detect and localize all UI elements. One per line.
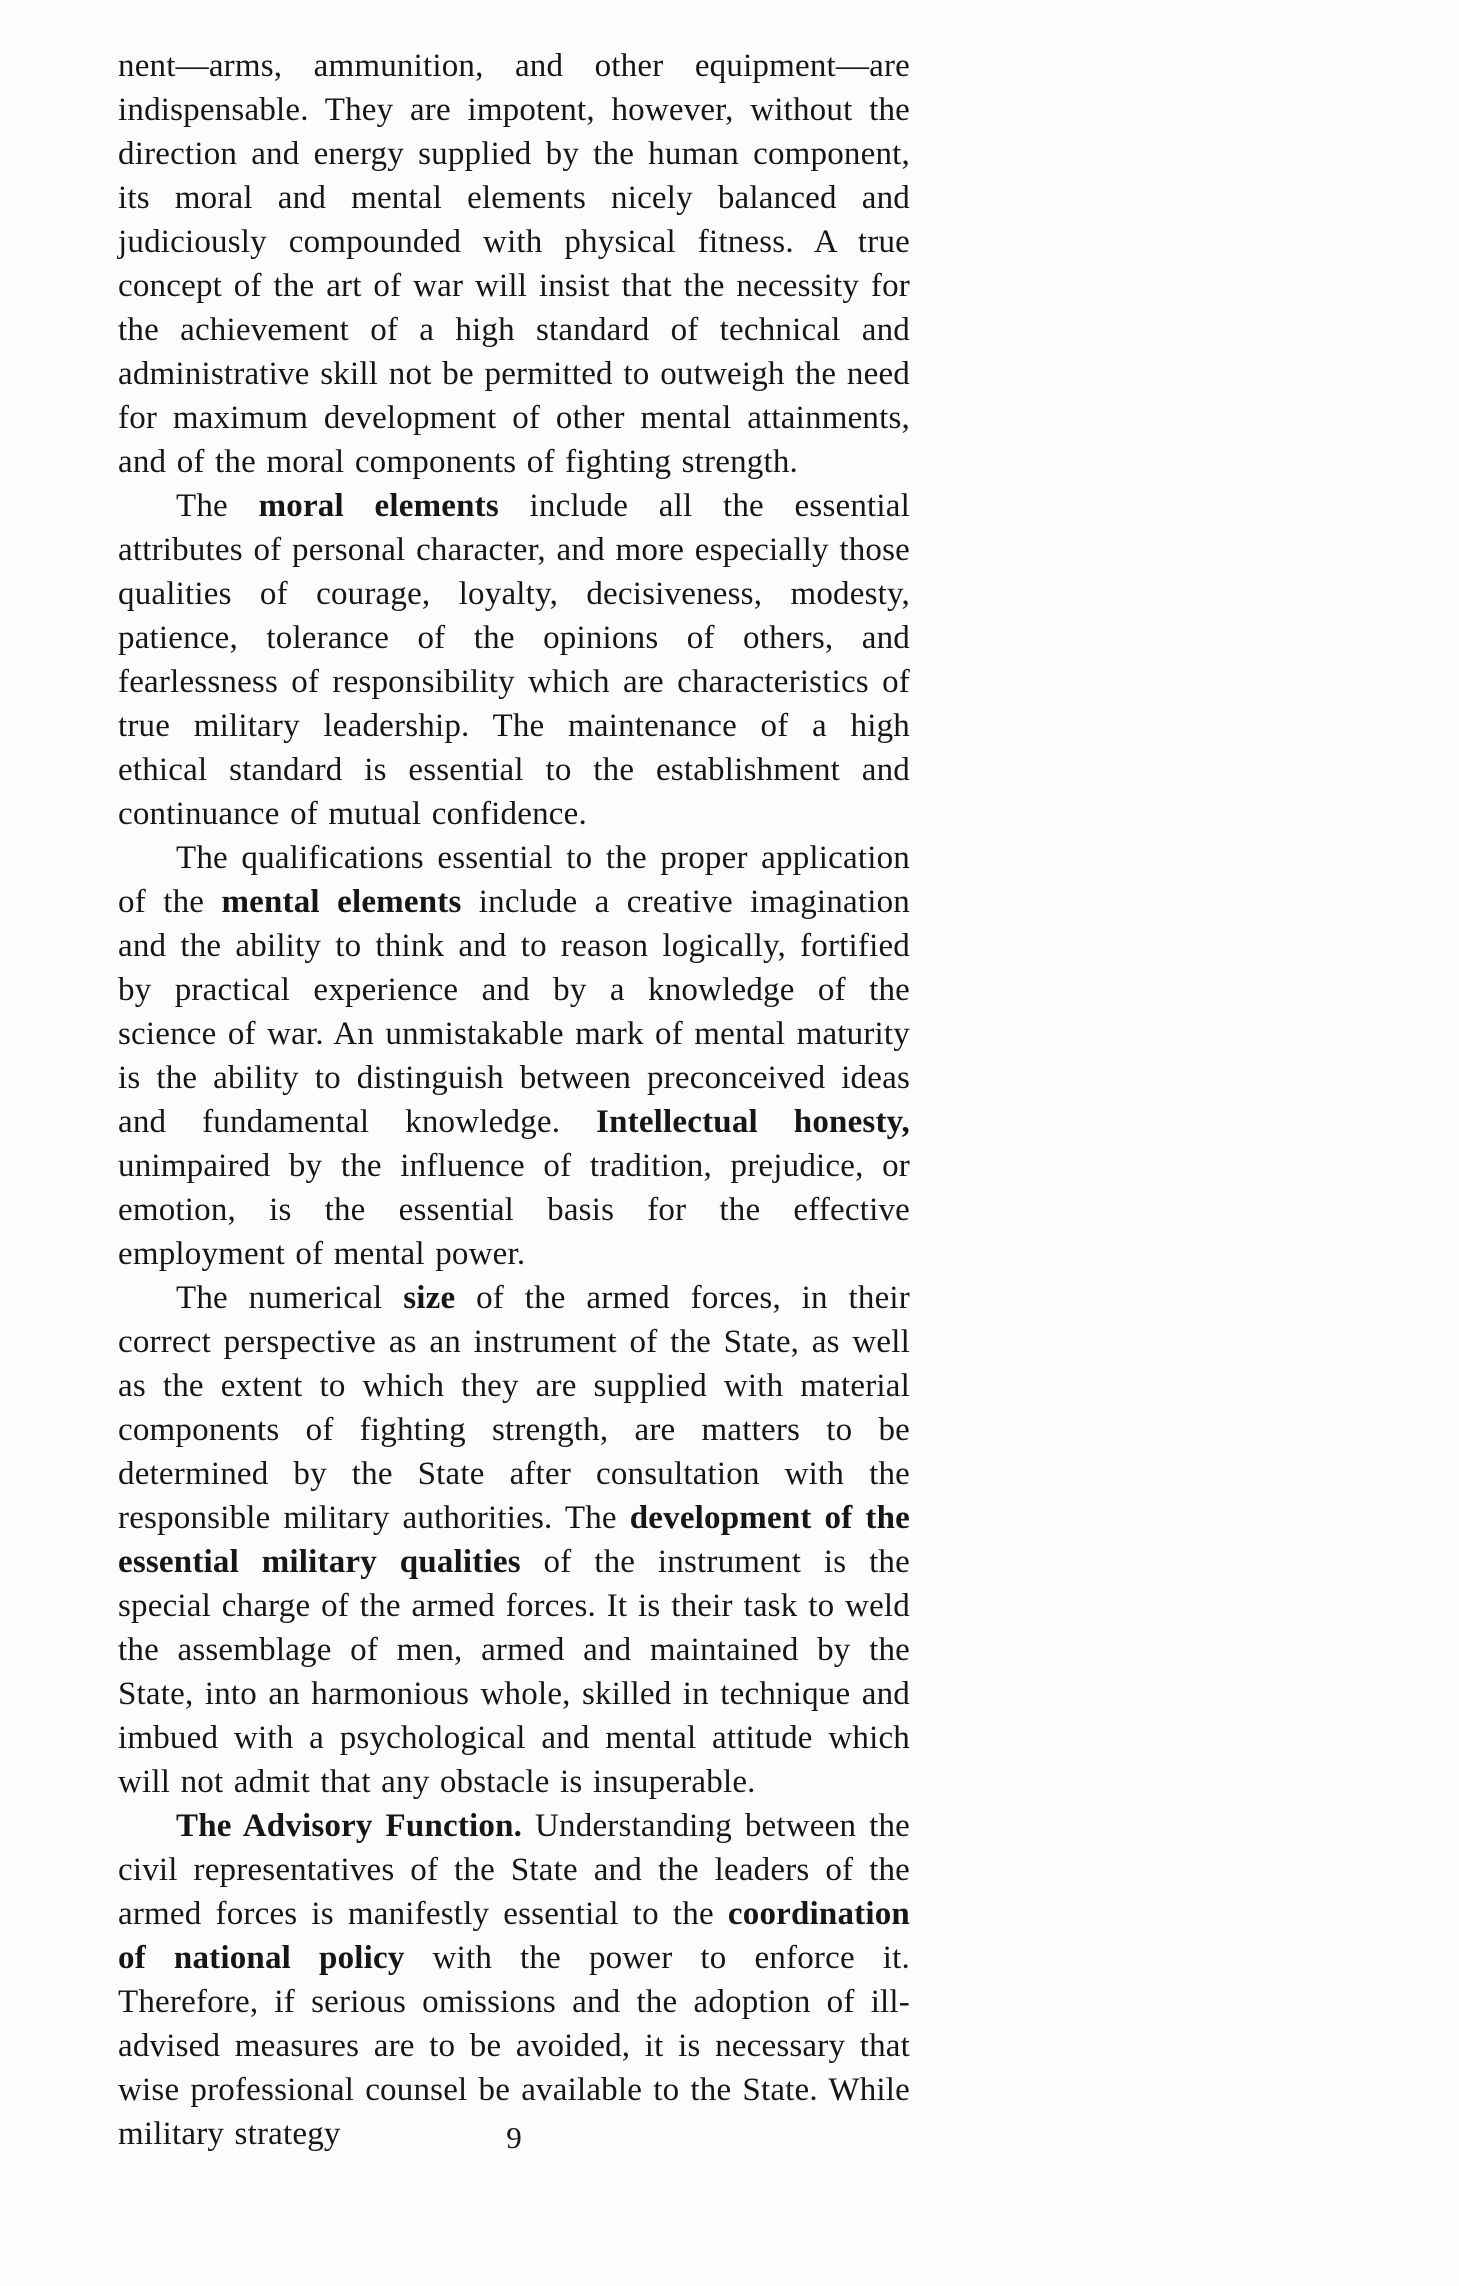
- text-run: include a creative imagination and the ability to think and to reason logically, fortified by practical experience and by a knowledge of the science of war. An unmistakable mark of mental maturity is the ability to distinguish between preconceived ideas and fundamental knowledge.: [118, 884, 910, 1140]
- paragraph: [118, 1804, 910, 2156]
- text-run: with the power to enforce it. Therefore, if serious omissions and the adoption of ill-advised measures are to be avoided, it is necessary that wise professional counsel be available to the State. While military strategy: [118, 1940, 910, 2152]
- bold-text-run: size: [403, 1280, 456, 1316]
- paragraph: [118, 836, 910, 1276]
- bold-text-run: Intellectual honesty,: [596, 1104, 910, 1140]
- text-run: Understanding between the civil representatives of the State and the leaders of the armed forces is manifestly essential to the: [118, 1808, 910, 1932]
- bold-text-run: development of the essential military qualities: [118, 1500, 910, 1580]
- text-run: unimpaired by the influence of tradition, prejudice, or emotion, is the essential basis for the effective employment of mental power.: [118, 1148, 910, 1272]
- text-run: nent—arms, ammunition, and other equipment—are indispensable. They are impotent, however, without the direction and energy supplied by the human component, its moral and mental elements nicely balanced and judiciously compounded with physical fitness. A true concept of the art of war will insist that the necessity for the achievement of a high standard of technical and administrative skill not be permitted to outweigh the need for maximum development of other mental attainments, and of the moral components of fighting strength.: [118, 48, 910, 480]
- text-run: of the armed forces, in their correct perspective as an instrument of the State, as well as the extent to which they are supplied with material components of fighting strength, are matters to be determined by the State after consultation with the responsible military authorities. The: [118, 1280, 910, 1536]
- bold-text-run: The Advisory Function.: [176, 1808, 523, 1844]
- text-run: The qualifications essential to the proper application of the: [118, 840, 910, 920]
- paragraph: [118, 44, 910, 484]
- text-run: of the instrument is the special charge of the armed forces. It is their task to weld the assemblage of men, armed and maintained by the State, into an harmonious whole, skilled in technique and imbued with a psychological and mental attitude which will not admit that any obstacle is insuperable.: [118, 1544, 910, 1800]
- text-run: include all the essential attributes of personal character, and more especially those qualities of courage, loyalty, decisiveness, modesty, patience, tolerance of the opinions of others, and fearlessness of responsibility which are characteristics of true military leadership. The maintenance of a high ethical standard is essential to the establishment and continuance of mutual confidence.: [118, 488, 910, 832]
- text-run: The: [176, 488, 259, 524]
- bold-text-run: coordination of national policy: [118, 1896, 910, 1976]
- page-text: [118, 44, 910, 2156]
- text-run: The numerical: [176, 1280, 404, 1316]
- bold-text-run: mental elements: [221, 884, 462, 920]
- page-number: 9: [506, 2120, 522, 2155]
- paragraph: [118, 1276, 910, 1804]
- paragraph: [118, 484, 910, 836]
- bold-text-run: moral elements: [258, 488, 499, 524]
